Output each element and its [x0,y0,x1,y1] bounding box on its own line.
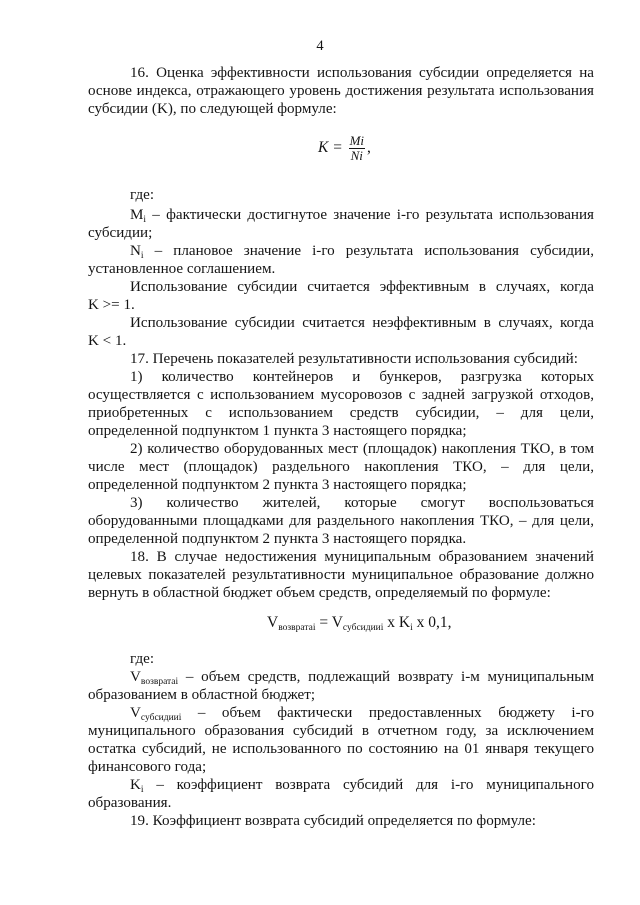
formula-k-lhs: K = [318,139,343,157]
formula2-v1: V [267,614,279,631]
formula-k-fraction [349,134,365,163]
formula-k-denominator: Ni [350,148,363,163]
formula2-sub-return: возвратаi [278,623,316,633]
formula2-sub-subsidy: субсидииi [342,623,384,633]
p17-item1-line-1: 1) количество контейнеров и бункеров, разгрузка которых [130,369,594,385]
ineffective-line-1: Использование субсидии считается неэффективным в случаях, когда [130,315,594,331]
ni-symbol: N [130,243,141,259]
mi-definition-line-2: субсидии; [88,225,153,241]
v-subsidy-subscript: субсидииi [140,713,182,723]
v-subsidy-symbol: V [130,705,141,721]
formula-k-numerator: Mi [349,133,365,148]
p17-item2-line-1: 2) количество оборудованных мест (площадок) накопления ТКО, в том [130,441,594,457]
formula-k-tail: , [367,139,371,157]
ineffective-line-2: K < 1. [88,333,127,349]
formula2-equals: = [315,614,332,631]
v-return-text: – объем средств, подлежащий возврату i-м муниципальным [178,669,594,685]
p17-item1-line-2: осуществляется с использованием мусоровозов с задней загрузкой отходов, [88,387,594,403]
formula2-ki-sub: i [410,623,413,633]
p16-line-1: 16. Оценка эффективности использования субсидии определяется на [130,65,594,81]
p17-item2-line-2: числе мест (площадок) раздельного накопления ТКО, – для цели, [88,459,594,475]
mi-symbol: M [130,207,144,223]
ni-subscript: i [140,251,144,261]
formula-v-return [267,614,451,633]
ki-definition-line-2: образования. [88,795,172,811]
formula2-v2: V [331,614,343,631]
page-number: 4 [316,38,324,54]
v-subsidy-definition-line-4: финансового года; [88,759,207,775]
p18-line-2: целевых показателей результативности муниципальное образование должно [88,567,594,583]
p17-item2-line-3: определенной подпунктом 2 пункта 3 настоящего порядка; [88,477,467,493]
mi-subscript: i [143,215,147,225]
v-subsidy-text: – объем фактически предоставленных бюджету i-го [181,705,594,721]
ni-text: – плановое значение i-го результата использования субсидии, [143,243,594,259]
v-return-definition-line-2: образованием в областной бюджет; [88,687,316,703]
effective-line-1: Использование субсидии считается эффективным в случаях, когда [130,279,594,295]
p17-item3-line-2: оборудованными площадками для раздельного накопления ТКО, – для цели, [88,513,594,529]
p18-line-3: вернуть в областной бюджет объем средств, определяемый по формуле: [88,585,551,601]
p17-title: 17. Перечень показателей результативности использования субсидий: [130,351,578,367]
formula2-tail: x 0,1, [412,614,452,631]
ni-definition-line-2: установленное соглашением. [88,261,276,277]
formula-k [318,134,371,163]
effective-line-2: K >= 1. [88,297,135,313]
p17-item1-line-4: определенной подпунктом 1 пункта 3 настоящего порядка; [88,423,467,439]
ki-subscript: i [140,785,144,795]
formula2-mid: x K [383,614,411,631]
v-subsidy-definition-line-3: остатка субсидий, не использованного по состоянию на 01 января текущего [88,741,594,757]
ki-text: – коэффициент возврата субсидий для i-го муниципального [143,777,594,793]
ki-symbol: K [130,777,141,793]
p18-line-1: 18. В случае недостижения муниципальным образованием значений [130,549,594,565]
v-subsidy-definition-line-2: муниципального образования субсидий в отчетном году, за исключением [88,723,594,739]
p17-item1-line-3: приобретенных с использованием средств субсидии, – для цели, [88,405,594,421]
where-label-2: где: [130,651,155,667]
v-return-subscript: возвратаi [140,677,179,687]
p16-line-3: субсидии (K), по следующей формуле: [88,101,337,117]
p16-line-2: основе индекса, отражающего уровень достижения результата использования [88,83,594,99]
p17-item3-line-3: определенной подпунктом 2 пункта 3 настоящего порядка. [88,531,467,547]
p17-item3-line-1: 3) количество жителей, которые смогут воспользоваться [130,495,594,511]
p19-line: 19. Коэффициент возврата субсидий определяется по формуле: [130,813,536,829]
mi-text: – фактически достигнутое значение i-го результата использования [146,207,594,223]
v-return-symbol: V [130,669,141,685]
where-label-1: где: [130,187,155,203]
